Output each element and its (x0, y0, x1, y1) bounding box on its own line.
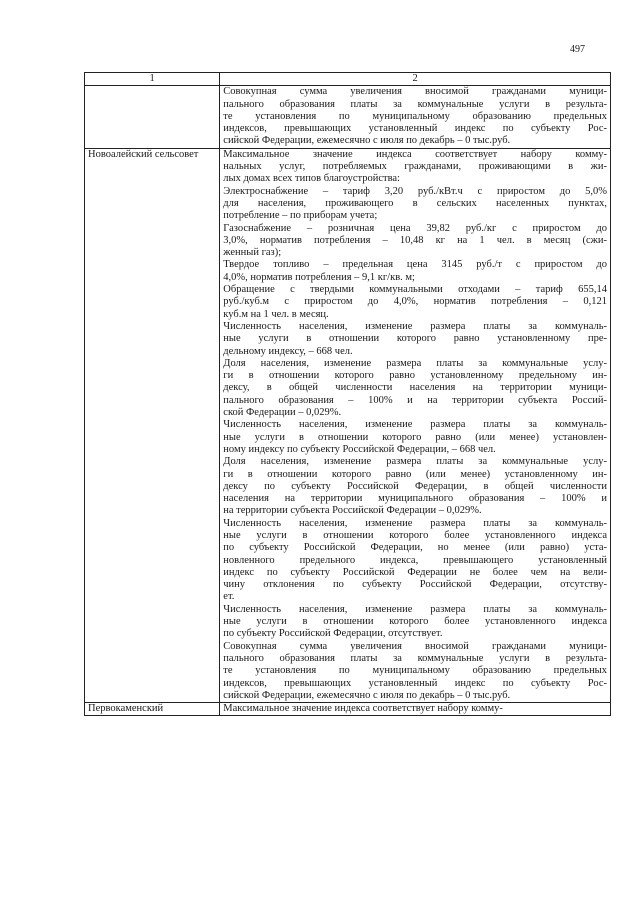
column-header-1: 1 (85, 73, 220, 86)
text-line: по субъекту Российской Федерации, но менее (или равно) уста- (223, 542, 607, 554)
text-line: ному индексу по субъекту Российской Федерации, – 668 чел. (223, 443, 496, 455)
text-line: ные услуги в отношении которого более установленного индекса (223, 616, 607, 628)
text-line: новленного предельного индекса, превышающего установленный (223, 554, 607, 566)
text-line: лых домах всех типов благоустройства: (223, 173, 400, 185)
text-line: потребление – по приборам учета; (223, 210, 378, 222)
text-line: Численность населения, изменение размера платы за коммуналь- (223, 603, 607, 615)
text-line: индексов, превышающих установленный индекс по субъекту Рос- (223, 123, 607, 135)
table-body (85, 86, 611, 716)
table-header-row (85, 73, 611, 86)
table-row (85, 703, 611, 716)
text-line: дексу по субъекту Российской Федерации, в общей численности (223, 480, 607, 492)
text-line: для населения, проживающего в сельских населенных пунктах, (223, 197, 607, 209)
municipality-cell: Новоалейский сельсовет (85, 148, 220, 702)
text-line: ет. (223, 591, 235, 603)
text-line: Численность населения, изменение размера платы за коммуналь- (223, 320, 607, 332)
text-line: пального образования платы за коммунальные услуги в результа- (223, 98, 607, 110)
text-line: ные услуги в отношении которого равно установленному пре- (223, 333, 607, 345)
text-line: сийской Федерации, ежемесячно с июля по декабрь – 0 тыс.руб. (223, 135, 511, 147)
municipality-cell: Первокаменский (85, 703, 220, 716)
text-line: Газоснабжение – розничная цена 39,82 руб./кг с приростом до (223, 222, 607, 234)
text-line: ской Федерации – 0,029%. (223, 407, 342, 419)
text-line: куб.м на 1 чел. в месяц. (223, 308, 329, 320)
text-line: ги в отношении которого равно (или менее) установленному ин- (223, 468, 607, 480)
text-line: руб./куб.м с приростом до 4,0%, норматив потребления – 0,121 (223, 296, 607, 308)
text-line: дексу, в общей численности населения на территории муници- (223, 382, 607, 394)
text-line: женный газ); (223, 247, 282, 259)
description-cell (220, 148, 611, 702)
page-number: 497 (570, 44, 585, 55)
document-table (84, 72, 611, 716)
table-row (85, 86, 611, 148)
text-line: те установления по муниципальному образованию предельных (223, 665, 607, 677)
description-text (223, 86, 607, 147)
text-line: 4,0%, норматив потребления – 9,1 кг/кв. м; (223, 271, 415, 283)
text-line: ные услуги в отношении которого более установленного индекса (223, 529, 607, 541)
text-line: населения на территории муниципального образования – 100% и (223, 493, 607, 505)
text-line: Электроснабжение – тариф 3,20 руб./кВт.ч с приростом до 5,0% (223, 185, 607, 197)
text-line: Совокупная сумма увеличения вносимой гражданами муници- (223, 86, 607, 98)
text-line: пального образования платы за коммунальные услуги в результа- (223, 652, 607, 664)
text-line: индекс по субъекту Российской Федерации не более чем на вели- (223, 566, 607, 578)
text-line: Максимальное значение индекса соответствует набору комму- (223, 703, 503, 715)
text-line: Совокупная сумма увеличения вносимой гражданами муници- (223, 640, 607, 652)
text-line: по субъекту Российской Федерации, отсутствует. (223, 628, 443, 640)
text-line: те установления по муниципальному образованию предельных (223, 110, 607, 122)
text-line: ги в отношении которого равно установленному предельному ин- (223, 370, 607, 382)
text-line: на территории субъекта Российской Федерации – 0,029%. (223, 505, 482, 517)
text-line: Доля населения, изменение размера платы за коммунальные услу- (223, 456, 607, 468)
text-line: индексов, превышающих установленный индекс по субъекту Рос- (223, 677, 607, 689)
municipality-cell (85, 86, 220, 148)
description-text (223, 703, 607, 715)
column-header-2: 2 (220, 73, 611, 86)
text-line: пального образования – 100% и на территории субъекта Россий- (223, 394, 607, 406)
text-line: 3,0%, норматив потребления – 10,48 кг на 1 чел. в месяц (сжи- (223, 234, 607, 246)
description-text (223, 149, 607, 702)
text-line: Численность населения, изменение размера платы за коммуналь- (223, 419, 607, 431)
table-row (85, 148, 611, 702)
text-line: ные услуги в отношении которого равно (или менее) установлен- (223, 431, 607, 443)
description-cell (220, 703, 611, 716)
text-line: Численность населения, изменение размера платы за коммуналь- (223, 517, 607, 529)
text-line: дельному индексу, – 668 чел. (223, 345, 353, 357)
text-line: Максимальное значение индекса соответствует набору комму- (223, 148, 607, 160)
text-line: чину отклонения по субъекту Российской Федерации, отсутству- (223, 579, 607, 591)
text-line: Твердое топливо – предельная цена 3145 руб./т с приростом до (223, 259, 607, 271)
text-line: нальных услуг, потребляемых гражданами, проживающими в жи- (223, 161, 607, 173)
text-line: Доля населения, изменение размера платы за коммунальные услу- (223, 357, 607, 369)
description-cell (220, 86, 611, 148)
text-line: сийской Федерации, ежемесячно с июля по декабрь – 0 тыс.руб. (223, 689, 511, 701)
text-line: Обращение с твердыми коммунальными отходами – тариф 655,14 (223, 284, 607, 296)
